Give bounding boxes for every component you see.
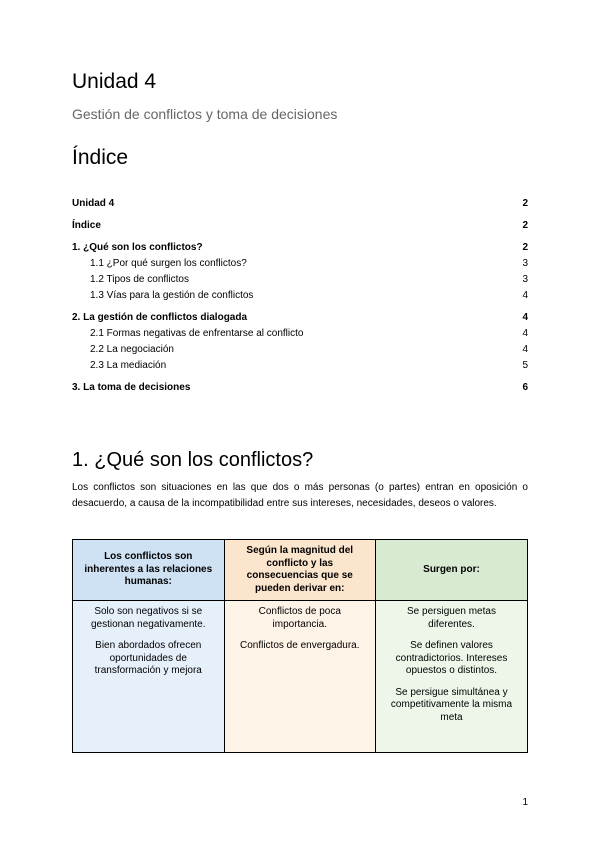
toc-entry-label: Unidad 4 xyxy=(72,198,115,209)
toc-entry-page: 2 xyxy=(522,198,528,209)
toc-entry-page: 4 xyxy=(522,290,528,301)
index-heading: Índice xyxy=(72,146,129,169)
cell-text: Se persiguen metas diferentes. xyxy=(407,606,496,630)
toc-entry-label: 2.1 Formas negativas de enfrentarse al conflicto xyxy=(90,328,304,339)
conflicts-table xyxy=(72,539,528,753)
document-subtitle: Gestión de conflictos y toma de decisiones xyxy=(72,106,338,122)
cell-text: Se definen valores contradictorios. Intereses opuestos o distintos. xyxy=(395,640,508,676)
toc-entry[interactable] xyxy=(72,272,528,288)
table-cell xyxy=(73,601,225,753)
toc-entry-label: 2.3 La mediación xyxy=(90,360,167,371)
toc-entry-page: 4 xyxy=(522,344,528,355)
toc-entry-page: 2 xyxy=(522,242,528,253)
document-title: Unidad 4 xyxy=(72,70,157,93)
cell-text: Bien abordados ofrecen oportunidades de transformación y mejora xyxy=(94,640,202,676)
toc-entry[interactable] xyxy=(72,358,528,374)
table-header-cell: Surgen por: xyxy=(376,540,528,601)
cell-text: Conflictos de envergadura. xyxy=(239,640,360,651)
cell-text: Solo son negativos si se gestionan negativamente. xyxy=(90,606,206,630)
toc-entry[interactable] xyxy=(72,380,528,396)
toc-entry[interactable] xyxy=(72,310,528,326)
table-row xyxy=(73,601,528,753)
toc-entry[interactable] xyxy=(72,288,528,304)
toc-entry[interactable] xyxy=(72,342,528,358)
toc-entry-label: 3. La toma de decisiones xyxy=(72,382,191,393)
section-heading: 1. ¿Qué son los conflictos? xyxy=(72,449,314,471)
toc-entry-page: 3 xyxy=(522,258,528,269)
table-header-cell: Según la magnitud del conflicto y las consecuencias que se pueden derivar en: xyxy=(224,540,376,601)
toc-entry-label: 1.2 Tipos de conflictos xyxy=(90,274,189,285)
toc-entry[interactable] xyxy=(72,326,528,342)
section-paragraph: Los conflictos son situaciones en las que dos o más personas (o partes) entran en oposición o desacuerdo, a causa de la incompatibilidad entre sus intereses, necesidades, deseos o valores. xyxy=(72,482,528,509)
toc-entry-label: Índice xyxy=(72,220,101,231)
table-cell xyxy=(376,601,528,753)
toc-entry-label: 1.1 ¿Por qué surgen los conflictos? xyxy=(90,258,247,269)
toc-entry[interactable] xyxy=(72,196,528,212)
table-cell xyxy=(224,601,376,753)
cell-text: Se persigue simultánea y competitivamente la misma meta xyxy=(390,686,513,723)
toc-entry[interactable] xyxy=(72,240,528,256)
toc-entry-page: 6 xyxy=(522,382,528,393)
cell-text: Conflictos de poca importancia. xyxy=(258,606,341,630)
toc-entry-page: 4 xyxy=(522,312,528,323)
toc-entry-label: 2. La gestión de conflictos dialogada xyxy=(72,312,248,323)
toc-entry-page: 2 xyxy=(522,220,528,231)
toc-entry-page: 3 xyxy=(522,274,528,285)
toc-entry-label: 1.3 Vías para la gestión de conflictos xyxy=(90,290,254,301)
table-header-row xyxy=(73,540,528,601)
toc-entry-page: 4 xyxy=(522,328,528,339)
toc-entry-page: 5 xyxy=(522,360,528,371)
toc-entry[interactable] xyxy=(72,218,528,234)
toc-entry[interactable] xyxy=(72,256,528,272)
table-of-contents xyxy=(72,196,528,396)
table-header-cell: Los conflictos son inherentes a las relaciones humanas: xyxy=(73,540,225,601)
page-number: 1 xyxy=(522,797,528,808)
toc-entry-label: 2.2 La negociación xyxy=(90,344,174,355)
toc-entry-label: 1. ¿Qué son los conflictos? xyxy=(72,242,203,253)
